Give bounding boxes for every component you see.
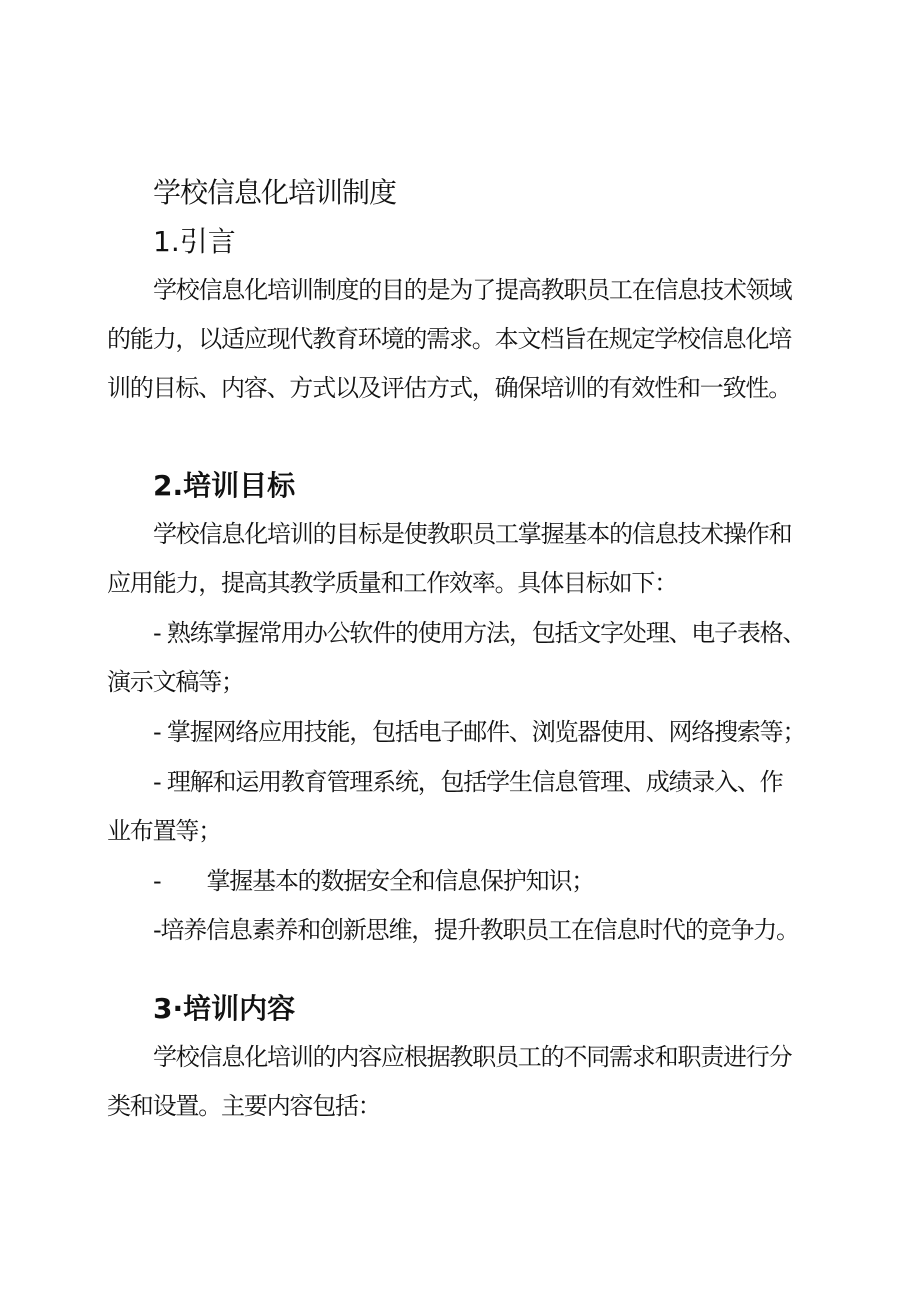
paragraph-line: 应用能力，提高其教学质量和工作效率。具体目标如下： bbox=[107, 569, 677, 597]
section-heading-content: 3·培训内容 bbox=[153, 992, 296, 1025]
paragraph-line: 学校信息化培训制度的目的是为了提高教职员工在信息技术领域 bbox=[153, 276, 792, 304]
paragraph-line: 类和设置。主要内容包括： bbox=[107, 1092, 381, 1120]
paragraph-line: 学校信息化培训的目标是使教职员工掌握基本的信息技术操作和 bbox=[153, 520, 792, 548]
paragraph-line: 训的目标、内容、方式以及评估方式，确保培训的有效性和一致性。 bbox=[107, 374, 791, 402]
list-item-line: 业布置等； bbox=[107, 817, 221, 845]
list-item-line: - 理解和运用教育管理系统，包括学生信息管理、成绩录入、作 bbox=[153, 768, 783, 796]
section-heading-intro: 1.引言 bbox=[153, 225, 236, 258]
list-item-line: -培养信息素养和创新思维，提升教职员工在信息时代的竞争力。 bbox=[153, 916, 799, 944]
list-item-line bbox=[153, 869, 594, 893]
section-heading-goals: 2.培训目标 bbox=[153, 469, 296, 502]
document-title: 学校信息化培训制度 bbox=[153, 176, 397, 209]
list-item-line: 演示文稿等； bbox=[107, 668, 244, 696]
list-item-text: 掌握基本的数据安全和信息保护知识； bbox=[206, 867, 595, 895]
list-item-line: - 掌握网络应用技能，包括电子邮件、浏览器使用、网络搜索等； bbox=[153, 718, 806, 746]
paragraph-line: 的能力，以适应现代教育环境的需求。本文档旨在规定学校信息化培 bbox=[107, 325, 791, 353]
bullet-dash: - bbox=[153, 867, 161, 895]
list-item-line: - 熟练掌握常用办公软件的使用方法，包括文字处理、电子表格、 bbox=[153, 619, 806, 647]
paragraph-line: 学校信息化培训的内容应根据教职员工的不同需求和职责进行分 bbox=[153, 1043, 792, 1071]
